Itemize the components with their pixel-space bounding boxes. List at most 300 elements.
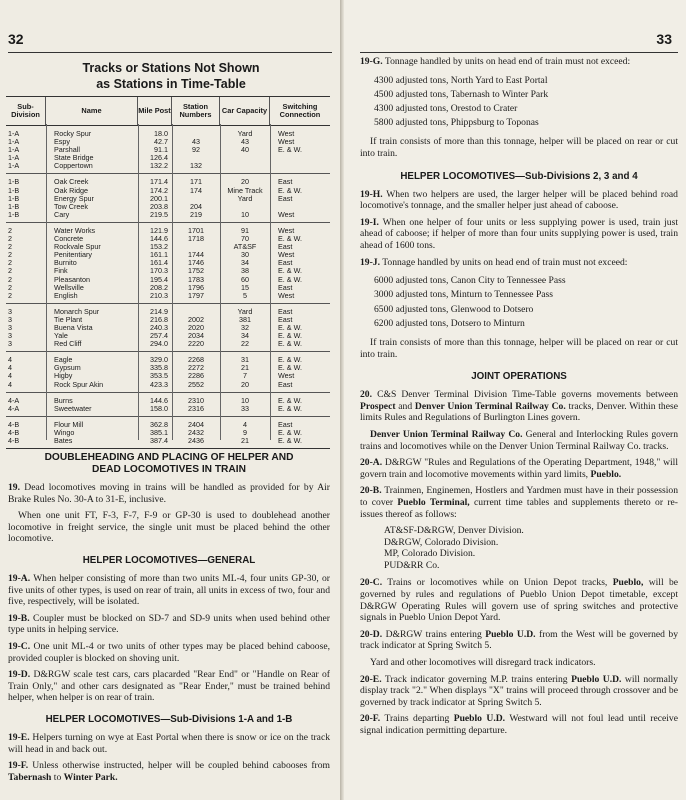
table-body xyxy=(6,126,330,449)
place-name: Denver Union Terminal Railway Co. xyxy=(414,400,566,412)
rule-number: 19-A. xyxy=(8,572,31,584)
table-row xyxy=(6,332,330,340)
cell-car-capacity: AT&SF xyxy=(233,243,257,252)
cell-car-capacity: 34 xyxy=(241,332,249,341)
cell-switching: E. & W. xyxy=(278,364,302,373)
heading-1a-1b: HELPER LOCOMOTIVES—Sub-Divisions 1-A and 1-B xyxy=(45,713,293,725)
cell-car-capacity: 9 xyxy=(243,428,247,437)
cell-name: Concrete xyxy=(54,235,84,244)
cell-sub-division: 4 xyxy=(8,380,12,389)
cell-mile-post: 329.0 xyxy=(150,356,168,365)
cell-name: English xyxy=(54,291,78,300)
rule-19i xyxy=(360,217,678,252)
table-row xyxy=(6,195,330,203)
rule-text: and xyxy=(398,400,413,412)
cell-name: Coppertown xyxy=(54,162,93,171)
place-name: Winter Park. xyxy=(63,771,118,783)
rule-number: 19-D. xyxy=(8,669,31,681)
cell-car-capacity: 7 xyxy=(243,372,247,381)
rule-19j xyxy=(360,257,678,269)
cell-switching: E. & W. xyxy=(278,235,302,244)
left-text-block xyxy=(8,452,330,788)
header-mile-post: Mile Post xyxy=(138,97,172,125)
table-row xyxy=(6,154,330,162)
cell-car-capacity: 34 xyxy=(241,259,249,268)
cell-mile-post: 387.4 xyxy=(150,437,168,445)
table-row xyxy=(6,397,330,405)
rule-text: Coupler must be blocked on SD-7 and SD-9 units when used behind other type units in helping service. xyxy=(8,612,330,636)
cell-mile-post: 200.1 xyxy=(150,194,168,203)
table-header xyxy=(6,96,330,126)
cell-station-number: 1744 xyxy=(188,251,204,260)
cell-car-capacity: 70 xyxy=(241,235,249,244)
cell-switching: E. & W. xyxy=(278,332,302,341)
cell-mile-post: 174.2 xyxy=(150,186,168,195)
cell-car-capacity: 32 xyxy=(241,323,249,332)
cell-car-capacity: 38 xyxy=(241,267,249,276)
cell-sub-division: 2 xyxy=(8,243,12,252)
rule-19h xyxy=(360,189,678,212)
cell-station-number: 2002 xyxy=(188,315,204,324)
cell-car-capacity: 21 xyxy=(241,437,249,445)
cell-mile-post: 362.8 xyxy=(150,420,168,429)
cell-sub-division: 2 xyxy=(8,259,12,268)
cell-station-number: 2316 xyxy=(188,404,204,413)
rule-20 xyxy=(360,389,678,424)
table-row xyxy=(6,437,330,445)
cell-sub-division: 1-B xyxy=(8,202,20,211)
rule-text: Westward will not foul lead until receive signal indication permitting departure. xyxy=(360,713,678,736)
cell-name: Tie Plant xyxy=(54,315,83,324)
header-sub-division: Sub-Division xyxy=(6,97,46,125)
rule-number: 20-D. xyxy=(360,628,383,640)
cell-switching: East xyxy=(278,420,293,429)
cell-mile-post: 170.3 xyxy=(150,267,168,276)
cell-switching: East xyxy=(278,243,293,252)
rule-20c xyxy=(360,577,678,623)
cell-car-capacity: 30 xyxy=(241,251,249,260)
tonnage-item: 4300 adjusted tons, Orestod to Crater xyxy=(374,103,518,114)
rule-number: 19-E. xyxy=(8,731,30,743)
rule-19a xyxy=(8,573,330,608)
table-row xyxy=(6,146,330,154)
cell-car-capacity: 10 xyxy=(241,210,249,219)
cell-sub-division: 3 xyxy=(8,323,12,332)
cell-sub-division: 1-B xyxy=(8,186,20,195)
rule-20-paragraph xyxy=(360,429,678,452)
table-group xyxy=(6,174,330,222)
cell-switching xyxy=(270,162,330,170)
rule-text: Helpers turning on wye at East Portal when there is snow or ice on the track will head in and back out. xyxy=(8,731,330,755)
cell-name: Gypsum xyxy=(54,364,81,373)
cell-mile-post: 208.2 xyxy=(150,283,168,292)
table-title-line-1: Tracks or Stations Not Shown xyxy=(82,61,260,75)
header-car-capacity: Car Capacity xyxy=(220,97,270,125)
table-row xyxy=(6,162,330,170)
cell-car-capacity: 43 xyxy=(241,138,249,147)
cell-station-number: 2552 xyxy=(188,380,204,389)
table-row xyxy=(6,267,330,275)
page-rule xyxy=(8,52,332,53)
cell-station-number: 1718 xyxy=(188,235,204,244)
cell-mile-post: 257.4 xyxy=(150,332,168,341)
tonnage-list-1 xyxy=(374,74,678,131)
rule-20d-paragraph: Yard and other locomotives will disregard track indicators. xyxy=(370,657,596,669)
place-name: Denver Union Terminal Railway Co. xyxy=(370,428,523,440)
table-row xyxy=(6,381,330,389)
cell-station-number xyxy=(172,243,220,251)
cell-mile-post: 195.4 xyxy=(150,275,168,284)
cell-station-number: 132 xyxy=(190,162,202,171)
header-station-numbers: Station Numbers xyxy=(172,97,220,125)
cell-name: Cary xyxy=(54,210,70,219)
cell-station-number: 204 xyxy=(190,202,202,211)
rule-20a xyxy=(360,457,678,480)
cell-switching: West xyxy=(278,251,295,260)
cell-mile-post: 153.2 xyxy=(150,243,168,252)
cell-mile-post: 203.8 xyxy=(150,202,168,211)
cell-car-capacity xyxy=(220,154,270,162)
rule-text: C&S Denver Terminal Division Time-Table governs movements between xyxy=(377,389,678,401)
rule-text: Track indicator governing M.P. trains entering xyxy=(384,673,568,685)
header-name: Name xyxy=(46,97,138,125)
cell-name: Bates xyxy=(54,437,73,445)
cell-station-number: 2436 xyxy=(188,437,204,445)
rule-20b xyxy=(360,485,678,520)
rule-number: 19-C. xyxy=(8,640,31,652)
table-row xyxy=(6,429,330,437)
cell-switching: East xyxy=(278,259,293,268)
cell-station-number: 1701 xyxy=(188,226,204,235)
cell-mile-post: 161.1 xyxy=(150,251,168,260)
tonnage-item: 3000 adjusted tons, Minturn to Tennessee Pass xyxy=(374,289,554,301)
rule-number: 20-B. xyxy=(360,485,382,497)
rule-text: will normally display track "2." When displays "X" trains will proceed through crossover and be governed by track indicator at Spring Switch 5. xyxy=(360,673,678,708)
rule-text: D&RGW scale test cars, cars placarded "Rear End" or "Handle on Rear of Train Only," and other cars designated as "Rear Ender," must be trained behind helper, when helper is on rear of train. xyxy=(8,669,331,704)
rule-19d xyxy=(8,669,330,704)
cell-switching: East xyxy=(278,178,293,187)
rule-text: When one helper of four units or less supplying power is used, train just ahead of caboose; if helper of more than four units supplying power is used, train ahead of 1600 tons. xyxy=(360,216,678,251)
rule-20f xyxy=(360,713,678,736)
rule-number: 19-G. xyxy=(360,56,383,67)
rule-19e xyxy=(8,732,330,755)
cell-sub-division: 2 xyxy=(8,267,12,276)
cell-car-capacity: 20 xyxy=(241,380,249,389)
cell-mile-post: 385.1 xyxy=(150,428,168,437)
cell-sub-division: 3 xyxy=(8,315,12,324)
cell-switching: E. & W. xyxy=(278,275,302,284)
cell-switching: E. & W. xyxy=(278,396,302,405)
timetable-item: D&RGW, Colorado Division. xyxy=(384,536,499,548)
heading-joint-operations: JOINT OPERATIONS xyxy=(471,371,567,383)
timetable-list xyxy=(384,525,678,571)
cell-switching: E. & W. xyxy=(278,356,302,365)
table-group xyxy=(6,304,330,352)
tonnage-item: 6000 adjusted tons, Canon City to Tennessee Pass xyxy=(374,275,566,287)
cell-sub-division: 3 xyxy=(8,307,12,316)
table-row xyxy=(6,130,330,138)
cell-mile-post: 18.0 xyxy=(154,130,168,138)
table-row xyxy=(6,211,330,219)
page-rule xyxy=(360,52,678,53)
cell-sub-division: 2 xyxy=(8,226,12,235)
cell-mile-post: 210.3 xyxy=(150,291,168,300)
cell-switching: E. & W. xyxy=(278,404,302,413)
cell-switching: West xyxy=(278,210,295,219)
rule-text: Trains departing xyxy=(384,713,450,725)
place-name: Pueblo U.D. xyxy=(571,673,622,685)
cell-switching: East xyxy=(278,307,293,316)
cell-switching: West xyxy=(278,130,295,138)
table-row xyxy=(6,356,330,364)
rule-text: will be governed by rules and regulations of Pueblo Union Depot timetable, except D&RGW Operating Rules will govern use of spring switches and protective signals in Pueblo Union Depot Yard. xyxy=(360,577,679,624)
cell-car-capacity: Yard xyxy=(237,307,253,316)
heading-line: DOUBLEHEADING AND PLACING OF HELPER AND xyxy=(44,452,294,463)
cell-mile-post: 126.4 xyxy=(150,154,168,163)
cell-switching: E. & W. xyxy=(278,323,302,332)
rule-19j-after: If train consists of more than this tonnage, helper will be placed on rear or cut into train. xyxy=(360,336,678,360)
rule-19c xyxy=(8,641,330,664)
cell-name: Rocky Spur xyxy=(54,130,92,138)
rule-number: 19-B. xyxy=(8,612,30,624)
table-row xyxy=(6,421,330,429)
place-name: Pueblo U.D. xyxy=(485,628,536,640)
rule-20d xyxy=(360,629,678,652)
cell-name: Rockvale Spur xyxy=(54,243,101,252)
cell-name: Monarch Spur xyxy=(54,307,100,316)
cell-car-capacity: 381 xyxy=(239,315,251,324)
table-group xyxy=(6,126,330,174)
rule-text: When two helpers are used, the larger helper will be placed behind road locomotive's tonnage, and the smaller helper just ahead of caboose. xyxy=(360,188,678,212)
cell-name: State Bridge xyxy=(54,154,94,163)
right-page xyxy=(344,0,686,800)
cell-switching: E. & W. xyxy=(278,267,302,276)
cell-name: Sweetwater xyxy=(54,404,92,413)
cell-switching: West xyxy=(278,291,295,300)
cell-station-number xyxy=(172,195,220,203)
table-title xyxy=(0,60,342,92)
cell-name: Yale xyxy=(54,332,68,341)
cell-station-number: 1797 xyxy=(188,291,204,300)
cell-car-capacity: 91 xyxy=(241,226,249,235)
cell-mile-post: 353.5 xyxy=(150,372,168,381)
cell-sub-division: 1-A xyxy=(8,154,20,163)
cell-sub-division: 2 xyxy=(8,283,12,292)
place-name: Pueblo. xyxy=(590,468,622,480)
table-row xyxy=(6,284,330,292)
table-row xyxy=(6,308,330,316)
cell-name: Rock Spur Akin xyxy=(54,380,104,389)
rule-number: 19-I. xyxy=(360,216,379,228)
rule-text: Tonnage handled by units on head end of train must not exceed: xyxy=(382,256,628,268)
cell-name: Energy Spur xyxy=(54,194,94,203)
left-page xyxy=(0,0,342,800)
cell-name: Tow Creek xyxy=(54,202,88,211)
cell-switching: E. & W. xyxy=(278,146,302,155)
cell-switching: East xyxy=(278,380,293,389)
rule-number: 20-C. xyxy=(360,577,383,589)
cell-station-number: 2432 xyxy=(188,428,204,437)
cell-switching xyxy=(270,154,330,162)
cell-sub-division: 4-A xyxy=(8,396,20,405)
cell-mile-post: 132.2 xyxy=(150,162,168,171)
cell-mile-post: 144.6 xyxy=(150,235,168,244)
cell-name: Higby xyxy=(54,372,73,381)
cell-name: Espy xyxy=(54,138,70,147)
place-name: Tabernash xyxy=(8,771,52,783)
place-name: Prospect xyxy=(360,400,396,412)
cell-car-capacity xyxy=(220,203,270,211)
tonnage-item: 5800 adjusted tons, Phippsburg to Toponas xyxy=(374,117,539,129)
cell-car-capacity: Yard xyxy=(237,130,253,138)
rule-text: from the West will be governed by track indicator at Spring Switch 5. xyxy=(360,628,678,652)
cell-station-number: 2034 xyxy=(188,332,204,341)
rule-text: to xyxy=(53,771,62,783)
table-row xyxy=(6,364,330,372)
cell-station-number xyxy=(172,130,220,138)
rule-20e xyxy=(360,674,678,709)
rule-19b xyxy=(8,613,330,636)
cell-sub-division: 1-A xyxy=(8,162,20,171)
rule-text: current time tables and supplements thereto or re-issues thereof as follows: xyxy=(360,496,678,520)
cell-name: Wellsville xyxy=(54,283,84,292)
rule-number: 19-F. xyxy=(8,760,29,772)
table-group xyxy=(6,352,330,392)
table-row xyxy=(6,316,330,324)
table-row xyxy=(6,227,330,235)
table-row xyxy=(6,251,330,259)
cell-car-capacity: Yard xyxy=(237,194,253,203)
rule-19g-after: If train consists of more than this tonnage, helper will be placed on rear or cut into train. xyxy=(360,136,678,159)
cell-mile-post: 335.8 xyxy=(150,364,168,373)
cell-mile-post: 161.4 xyxy=(150,259,168,268)
cell-station-number: 2020 xyxy=(188,323,204,332)
cell-sub-division: 2 xyxy=(8,291,12,300)
cell-name: Burnito xyxy=(54,259,77,268)
rule-19-paragraph: When one unit FT, F-3, F-7, F-9 or GP-30 is used to doublehead another locomotive in freight service, the single unit must be placed behind the other locomotive. xyxy=(8,510,330,545)
header-switching: Switching Connection xyxy=(279,101,321,119)
cell-car-capacity: 15 xyxy=(241,283,249,292)
cell-station-number: 2268 xyxy=(188,356,204,365)
cell-car-capacity: 5 xyxy=(243,291,247,300)
cell-name: Penitentiary xyxy=(54,251,92,260)
stations-table xyxy=(6,96,330,449)
cell-station-number: 174 xyxy=(190,186,202,195)
cell-name: Parshall xyxy=(54,146,80,155)
rule-19g xyxy=(360,56,678,68)
timetable-item: MP, Colorado Division. xyxy=(384,548,476,560)
rule-text: Trainmen, Enginemen, Hostlers and Yardmen must have in their possession to cover xyxy=(360,485,678,508)
rule-number: 19-H. xyxy=(360,188,383,200)
cell-mile-post: 158.0 xyxy=(150,404,168,413)
heading-general: HELPER LOCOMOTIVES—GENERAL xyxy=(82,554,256,566)
cell-name: Pleasanton xyxy=(54,275,90,284)
rule-number: 19. xyxy=(8,482,20,493)
cell-sub-division: 4 xyxy=(8,372,12,381)
page-number-left: 32 xyxy=(8,31,24,47)
cell-station-number: 2272 xyxy=(188,364,204,373)
cell-switching: West xyxy=(278,226,295,235)
cell-mile-post: 219.5 xyxy=(150,210,168,219)
cell-car-capacity: 21 xyxy=(241,364,249,373)
rule-number: 20-A. xyxy=(360,457,383,469)
cell-sub-division: 2 xyxy=(8,235,12,244)
tonnage-item: 6200 adjusted tons, Dotsero to Minturn xyxy=(374,317,525,329)
cell-mile-post: 121.9 xyxy=(150,226,168,235)
cell-car-capacity: Mine Track xyxy=(227,186,263,195)
table-row xyxy=(6,324,330,332)
cell-mile-post: 144.6 xyxy=(150,396,168,405)
rule-text: D&RGW "Rules and Regulations of the Operating Department, 1948," will govern train and locomotive movements within yard limits, xyxy=(360,457,678,480)
cell-station-number: 1783 xyxy=(188,275,204,284)
cell-sub-division: 1-A xyxy=(8,146,20,155)
cell-sub-division: 2 xyxy=(8,275,12,284)
cell-sub-division: 4-B xyxy=(8,420,20,429)
table-group xyxy=(6,417,330,449)
rule-19f xyxy=(8,760,330,783)
cell-car-capacity: 33 xyxy=(241,404,249,413)
table-row xyxy=(6,372,330,380)
rule-text: D&RGW trains entering xyxy=(385,628,482,640)
cell-mile-post: 42.7 xyxy=(154,138,168,147)
table-row xyxy=(6,138,330,146)
tonnage-item: 6500 adjusted tons, Glenwood to Dotsero xyxy=(374,303,534,315)
table-row xyxy=(6,235,330,243)
cell-mile-post: 240.3 xyxy=(150,323,168,332)
cell-car-capacity: 4 xyxy=(243,420,247,429)
cell-car-capacity: 31 xyxy=(241,356,249,365)
cell-mile-post: 171.4 xyxy=(150,178,168,187)
cell-name: Fink xyxy=(54,267,68,276)
cell-sub-division: 3 xyxy=(8,340,12,349)
cell-sub-division: 4 xyxy=(8,356,12,365)
cell-car-capacity: 20 xyxy=(241,178,249,187)
table-row xyxy=(6,340,330,348)
cell-station-number xyxy=(172,308,220,316)
table-group xyxy=(6,393,330,417)
cell-sub-division: 1-B xyxy=(8,178,20,187)
rule-number: 20-F. xyxy=(360,713,381,725)
rule-text: General and Interlocking Rules govern trains and locomotives while on the Denver Union Terminal Railway Co. tracks. xyxy=(360,428,678,452)
timetable-item: PUD&RR Co. xyxy=(384,559,440,571)
cell-name: Water Works xyxy=(54,226,96,235)
tonnage-item: 4300 adjusted tons, North Yard to East Portal xyxy=(374,74,548,86)
cell-switching: East xyxy=(278,194,293,203)
heading-line: DEAD LOCOMOTIVES IN TRAIN xyxy=(92,464,246,475)
cell-station-number: 2310 xyxy=(188,396,204,405)
cell-station-number: 92 xyxy=(192,146,200,155)
place-name: Pueblo, xyxy=(612,577,644,589)
cell-sub-division: 4 xyxy=(8,364,12,373)
cell-name: Flour Mill xyxy=(54,420,84,429)
cell-station-number: 2220 xyxy=(188,340,204,349)
cell-name: Red Cliff xyxy=(54,340,82,349)
cell-switching xyxy=(270,203,330,211)
cell-sub-division: 4-B xyxy=(8,428,20,437)
heading-2-3-4: HELPER LOCOMOTIVES—Sub-Divisions 2, 3 and 4 xyxy=(400,170,638,182)
cell-station-number xyxy=(172,154,220,162)
cell-switching: West xyxy=(278,138,295,147)
cell-car-capacity: 60 xyxy=(241,275,249,284)
cell-car-capacity xyxy=(220,162,270,170)
rule-text: Trains or locomotives while on Union Depot tracks, xyxy=(387,577,608,589)
cell-mile-post: 294.0 xyxy=(150,340,168,349)
cell-station-number: 1796 xyxy=(188,283,204,292)
cell-switching: West xyxy=(278,372,295,381)
cell-switching: E. & W. xyxy=(278,437,302,445)
cell-sub-division: 1-B xyxy=(8,194,20,203)
cell-car-capacity: 40 xyxy=(241,146,249,155)
